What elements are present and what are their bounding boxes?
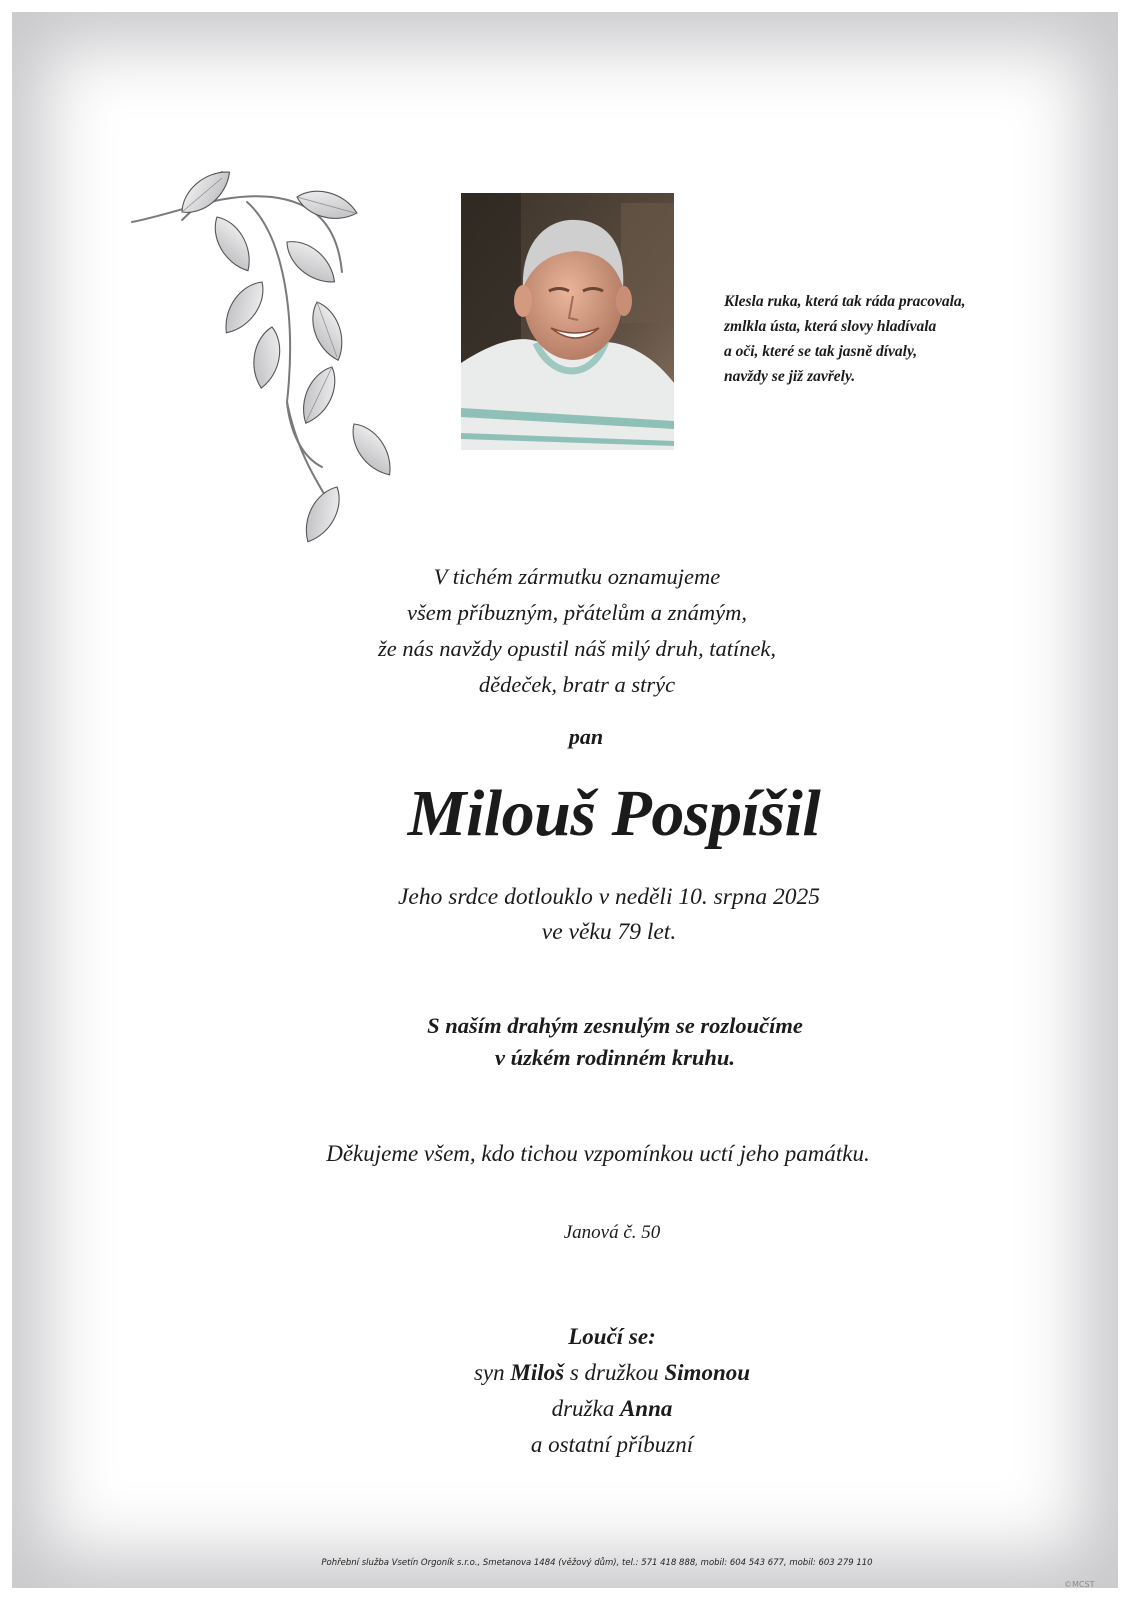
mourner-name: Simonou <box>664 1360 751 1385</box>
announcement-text <box>12 559 1130 703</box>
death-date: Jeho srdce dotlouklo v neděli 10. srpna 2025 <box>397 884 821 910</box>
thanks-text: Děkujeme všem, kdo tichou vzpomínkou uctí jeho památku. <box>326 1141 870 1166</box>
announcement-line: V tichém zármutku oznamujeme <box>433 564 721 589</box>
memorial-verse <box>724 289 1124 389</box>
announcement-line: dědeček, bratr a strýc <box>478 672 676 697</box>
farewell-info <box>50 1010 1130 1074</box>
mourner-relation: družka <box>551 1396 620 1421</box>
verse-line: zmlkla ústa, která slovy hladívala <box>724 318 937 335</box>
watermark: ©MCST <box>1064 1580 1095 1589</box>
verse-line: a oči, které se tak jasně dívaly, <box>724 343 918 360</box>
mourners-heading: Loučí se: <box>568 1324 656 1349</box>
mourners-list <box>47 1319 1130 1463</box>
address: Janová č. 50 <box>563 1222 661 1243</box>
mourner-line <box>47 1391 1130 1427</box>
deceased-name: Milouš Pospíšil <box>407 777 821 850</box>
leaf-branch-icon <box>122 162 432 582</box>
funeral-service-footer: Pohřební služba Vsetín Orgoník s.r.o., Smetanova 1484 (věžový dům), tel.: 571 418 888, mobil: 604 543 677, mobil: 603 279 110 <box>321 1558 873 1568</box>
death-details <box>44 880 1130 950</box>
mourner-relation: s družkou <box>564 1360 665 1385</box>
verse-line: Klesla ruka, která tak ráda pracovala, <box>724 293 966 310</box>
verse-line: navždy se již zavřely. <box>724 368 856 385</box>
portrait-photo <box>461 193 674 450</box>
mourner-line: a ostatní příbuzní <box>530 1432 694 1457</box>
mourner-line <box>47 1355 1130 1391</box>
mourner-name: Miloš <box>510 1360 565 1385</box>
farewell-line: S naším drahým zesnulým se rozloučíme <box>427 1013 803 1038</box>
mourner-name: Anna <box>619 1396 673 1421</box>
mourner-relation: syn <box>473 1360 511 1385</box>
farewell-line: v úzkém rodinném kruhu. <box>494 1045 736 1070</box>
obituary-sheet <box>12 12 1118 1588</box>
title-prefix: pan <box>568 724 604 749</box>
announcement-line: všem příbuzným, přátelům a známým, <box>407 600 747 625</box>
death-age: ve věku 79 let. <box>541 919 677 945</box>
announcement-line: že nás navždy opustil náš milý druh, tatínek, <box>377 636 777 661</box>
